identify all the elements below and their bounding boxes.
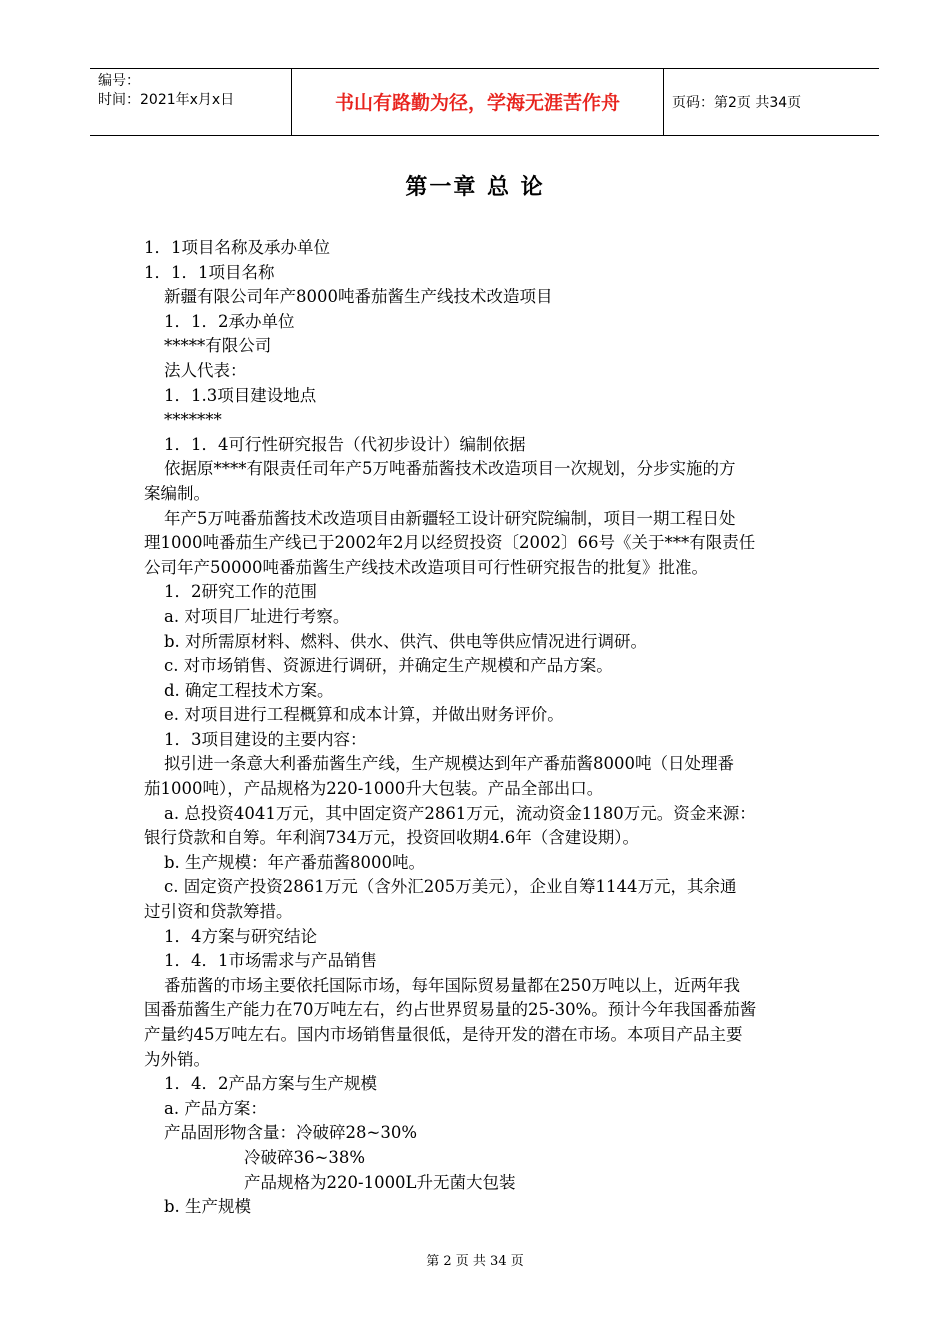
section-line: *******: [164, 410, 222, 430]
section-line: e. 对项目进行工程概算和成本计算，并做出财务评价。: [164, 705, 564, 725]
header-page-info: 页码：第2页 共34页: [672, 95, 802, 111]
section-line: 1．4．2产品方案与生产规模: [164, 1074, 377, 1094]
header-bottom-rule: [90, 135, 879, 136]
section-line: 1．4．1市场需求与产品销售: [164, 951, 377, 971]
paragraph-line: a. 总投资4041万元，其中固定资产2861万元，流动资金1180万元。资金来源：: [164, 803, 756, 823]
section-line: c. 对市场销售、资源进行调研，并确定生产规模和产品方案。: [164, 656, 613, 676]
document-body: [128, 236, 844, 1220]
section-line: b. 生产规模: [164, 1197, 252, 1217]
header-divider: [663, 68, 664, 136]
paragraph-line: 国番茄酱生产能力在70万吨左右，约占世界贸易量的25-30%。预计今年我国番茄酱: [144, 1000, 757, 1020]
paragraph-line: 理1000吨番茄生产线已于2002年2月以经贸投资〔2002〕66号《关于***有限责任: [144, 533, 756, 553]
number-label: 编号：: [98, 73, 140, 89]
paragraph-line: 过引资和贷款筹措。: [144, 902, 293, 922]
header-top-rule: [90, 68, 879, 69]
section-line: 1．1．2承办单位: [164, 311, 295, 331]
header-motto: 书山有路勤为径，学海无涯苦作舟: [334, 92, 620, 114]
paragraph-line: b. 生产规模：年产番茄酱8000吨。: [164, 852, 426, 872]
paragraph-line: 产量约45万吨左右。国内市场销售量很低，是待开发的潜在市场。本项目产品主要: [144, 1025, 743, 1044]
header-meta: [98, 72, 234, 110]
section-line: *****有限公司: [164, 336, 272, 356]
chapter-title: 第一章 总 论: [405, 175, 545, 200]
section-line: a. 产品方案：: [164, 1098, 267, 1118]
paragraph-line: 案编制。: [144, 483, 210, 503]
paragraph-line: 番茄酱的市场主要依托国际市场，每年国际贸易量都在250万吨以上，近两年我: [164, 975, 740, 995]
paragraph-line: 公司年产50000吨番茄酱生产线技术改造项目可行性研究报告的批复》批准。: [144, 557, 708, 577]
paragraph-line: 银行贷款和自筹。年利润734万元，投资回收期4.6年（含建设期）。: [144, 828, 639, 848]
section-line: d. 确定工程技术方案。: [164, 680, 334, 700]
section-line: 产品规格为220-1000L升无菌大包装: [244, 1172, 516, 1192]
section-line: 产品固形物含量：冷破碎28~30%: [164, 1123, 417, 1143]
section-line: 法人代表：: [164, 360, 247, 380]
time-label: 时间：2021年x月x日: [98, 92, 235, 108]
section-line: 1．1．4可行性研究报告（代初步设计）编制依据: [164, 434, 526, 454]
section-line: b. 对所需原材料、燃料、供水、供汽、供电等供应情况进行调研。: [164, 631, 648, 651]
section-line: 1．1．1项目名称: [144, 262, 275, 282]
section-line: 新疆有限公司年产8000吨番茄酱生产线技术改造项目: [164, 287, 553, 307]
paragraph-line: 依据原****有限责任司年产5万吨番茄酱技术改造项目一次规划，分步实施的方: [164, 459, 736, 479]
paragraph-line: 为外销。: [144, 1049, 210, 1069]
section-line: 1．1项目名称及承办单位: [144, 238, 330, 257]
page-footer: 第 2 页 共 34 页: [426, 1254, 524, 1269]
section-line: 1．4方案与研究结论: [164, 926, 317, 946]
paragraph-line: 茄1000吨），产品规格为220-1000升大包装。产品全部出口。: [144, 779, 604, 799]
paragraph-line: c. 固定资产投资2861万元（含外汇205万美元），企业自筹1144万元，其余通: [164, 877, 737, 897]
paragraph-line: 拟引进一条意大利番茄酱生产线，生产规模达到年产番茄酱8000吨（日处理番: [164, 754, 734, 774]
section-line: a. 对项目厂址进行考察。: [164, 606, 350, 626]
paragraph-line: 年产5万吨番茄酱技术改造项目由新疆轻工设计研究院编制，项目一期工程日处: [164, 508, 736, 528]
section-line: 1．1.3项目建设地点: [164, 385, 317, 405]
section-line: 1．3项目建设的主要内容：: [164, 729, 367, 749]
section-line: 冷破碎36~38%: [244, 1147, 365, 1167]
section-line: 1．2研究工作的范围: [164, 582, 317, 602]
